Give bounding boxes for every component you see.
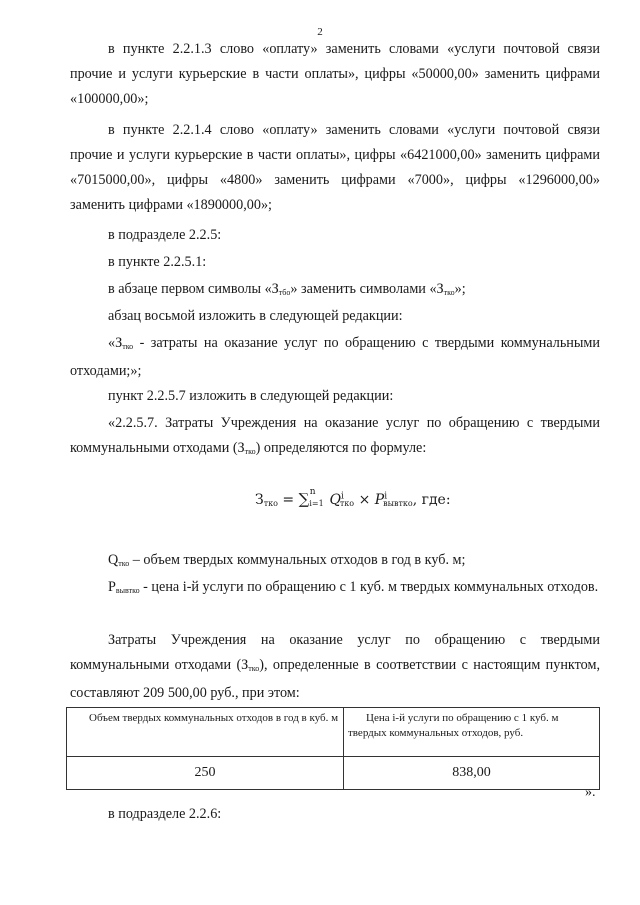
paragraph-z-tko-definition: «$З_{тко}$ - затраты на оказание услуг по обращению с твердыми коммунальными отходами;»; xyxy=(70,335,600,379)
table-header-row xyxy=(67,708,600,757)
paragraph-2-2-5-7: «2.2.5.7. Затраты Учреждения на оказание услуг по обращению с твердыми коммунальными отходами $(З_{тко})$ определяются по формуле: xyxy=(70,415,600,456)
line-subsection-2-2-6: в подразделе 2.2.6: xyxy=(108,806,222,822)
line-first-paragraph-symbols: в абзаце первом символы «$З_{тбо}$» заменить символами «$З_{тко}$»; xyxy=(108,281,466,297)
line-point-2-2-5-7: пункт 2.2.5.7 изложить в следующей редакции: xyxy=(108,388,394,404)
table-row xyxy=(67,757,600,790)
paragraph-total-costs: Затраты Учреждения на оказание услуг по обращению с твердыми коммунальными отходами $(З_{тко})$, определенные в соответствии с настоящим пунктом, составляют 209 500,00 руб., при этом: xyxy=(70,632,600,701)
line-eighth-paragraph: абзац восьмой изложить в следующей редакции: xyxy=(108,308,403,324)
table-cell-price: 838,00 xyxy=(344,757,600,790)
definition-q-tko: $Q_{тко}$ – объем твердых коммунальных отходов в год в куб. м; xyxy=(108,552,466,568)
page-number: 2 xyxy=(317,26,323,38)
cost-table xyxy=(66,707,600,790)
paragraph-2-2-1-3: в пункте 2.2.1.3 слово «оплату» заменить словами «услуги почтовой связи прочие и услуги курьерские в части оплаты», цифры «50000,00» заменить цифрами «100000,00»; xyxy=(70,41,600,107)
line-subsection-2-2-5: в подразделе 2.2.5: xyxy=(108,227,222,243)
line-point-2-2-5-1: в пункте 2.2.5.1: xyxy=(108,254,207,270)
table-cell-volume: 250 xyxy=(67,757,344,790)
closing-quote: ». xyxy=(585,785,596,800)
table-header-volume: Объем твердых коммунальных отходов в год в куб. м xyxy=(67,708,344,757)
table-header-price: Цена i-й услуги по обращению с 1 куб. м твердых коммунальных отходов, руб. xyxy=(344,708,600,757)
formula: $З_{тко} = \sum_{i=1}^n$ $Q^i_{тко} \times P^i_{вывтко}$, где: xyxy=(255,487,451,508)
paragraph-2-2-1-4: в пункте 2.2.1.4 слово «оплату» заменить словами «услуги почтовой связи прочие и услуги курьерские в части оплаты», цифры «6421000,00» заменить цифрами «7015000,00», цифры «4800» заменить цифрами «7000», цифры «1296000,00» заменить цифрами «1890000,00»; xyxy=(70,122,600,213)
definition-p-vyvtko: $P_{вывтко}$ - цена i-й услуги по обращению с 1 куб. м твердых коммунальных отходов. xyxy=(108,579,599,595)
